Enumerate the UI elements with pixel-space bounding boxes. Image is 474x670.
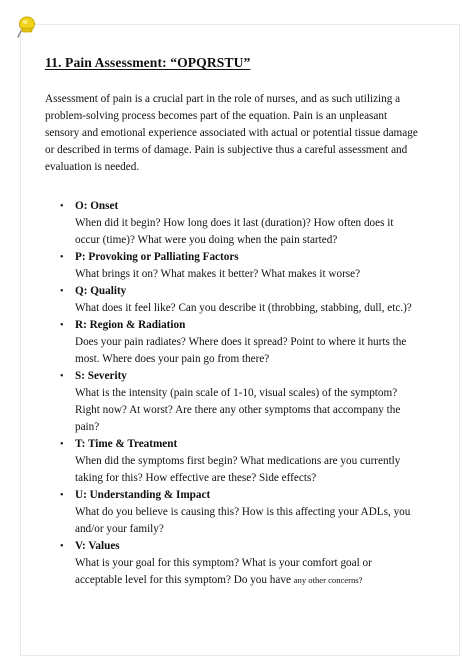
item-description: What does it feel like? Can you describe it (throbbing, stabbing, dull, etc.)? — [75, 302, 412, 314]
bullet-icon: • — [60, 371, 64, 382]
list-item — [45, 538, 420, 589]
item-description-main: What is your goal for this symptom? What is your comfort goal or acceptable level for this symptom? Do you have — [75, 557, 372, 586]
item-description: What is the intensity (pain scale of 1-10, visual scales) of the symptom? Right now? At worst? Are there any other symptoms that accompany the pain? — [75, 387, 401, 433]
item-title: T: Time & Treatment — [75, 438, 178, 450]
list-item — [45, 317, 420, 368]
page-title: 11. Pain Assessment: “OPQRSTU” — [45, 55, 251, 70]
list-item — [45, 487, 420, 538]
list-item — [45, 283, 420, 317]
bullet-icon: • — [60, 252, 64, 263]
item-title: Q: Quality — [75, 285, 127, 297]
item-description: When did it begin? How long does it last (duration)? How often does it occur (time)? What were you doing when the pain started? — [75, 217, 394, 246]
item-title: R: Region & Radiation — [75, 319, 186, 331]
item-description: Does your pain radiates? Where does it spread? Point to where it hurts the most. Where does your pain go from there? — [75, 336, 407, 365]
item-title: P: Provoking or Palliating Factors — [75, 251, 239, 263]
list-item — [45, 436, 420, 487]
intro-paragraph: Assessment of pain is a crucial part in the role of nurses, and as such utilizing a problem-solving process becomes part of the equation. Pain is an unpleasant sensory and emotional experience associated with actual or potential tissue damage or described in terms of damage. Pain is subjective thus a careful assessment and evaluation is needed. — [45, 93, 418, 173]
list-item — [45, 198, 420, 249]
item-title: O: Onset — [75, 200, 119, 212]
list-item — [45, 249, 420, 283]
pushpin-icon — [16, 15, 38, 39]
bullet-icon: • — [60, 490, 64, 501]
item-title: U: Understanding & Impact — [75, 489, 211, 501]
bullet-icon: • — [60, 439, 64, 450]
item-description-small: any other concerns? — [293, 575, 363, 585]
list-item — [45, 368, 420, 436]
bullet-icon: • — [60, 541, 64, 552]
bullet-icon: • — [60, 286, 64, 297]
item-description: What do you believe is causing this? How is this affecting your ADLs, you and/or your family? — [75, 506, 411, 535]
bullet-icon: • — [60, 201, 64, 212]
opqrstu-list — [45, 198, 420, 589]
document-body — [45, 55, 420, 589]
item-description — [75, 555, 420, 589]
item-title: S: Severity — [75, 370, 127, 382]
item-description: When did the symptoms first begin? What medications are you currently taking for this? How effective are these? Side effects? — [75, 455, 401, 484]
item-title: V: Values — [75, 540, 120, 552]
bullet-icon: • — [60, 320, 64, 331]
item-description: What brings it on? What makes it better? What makes it worse? — [75, 268, 361, 280]
